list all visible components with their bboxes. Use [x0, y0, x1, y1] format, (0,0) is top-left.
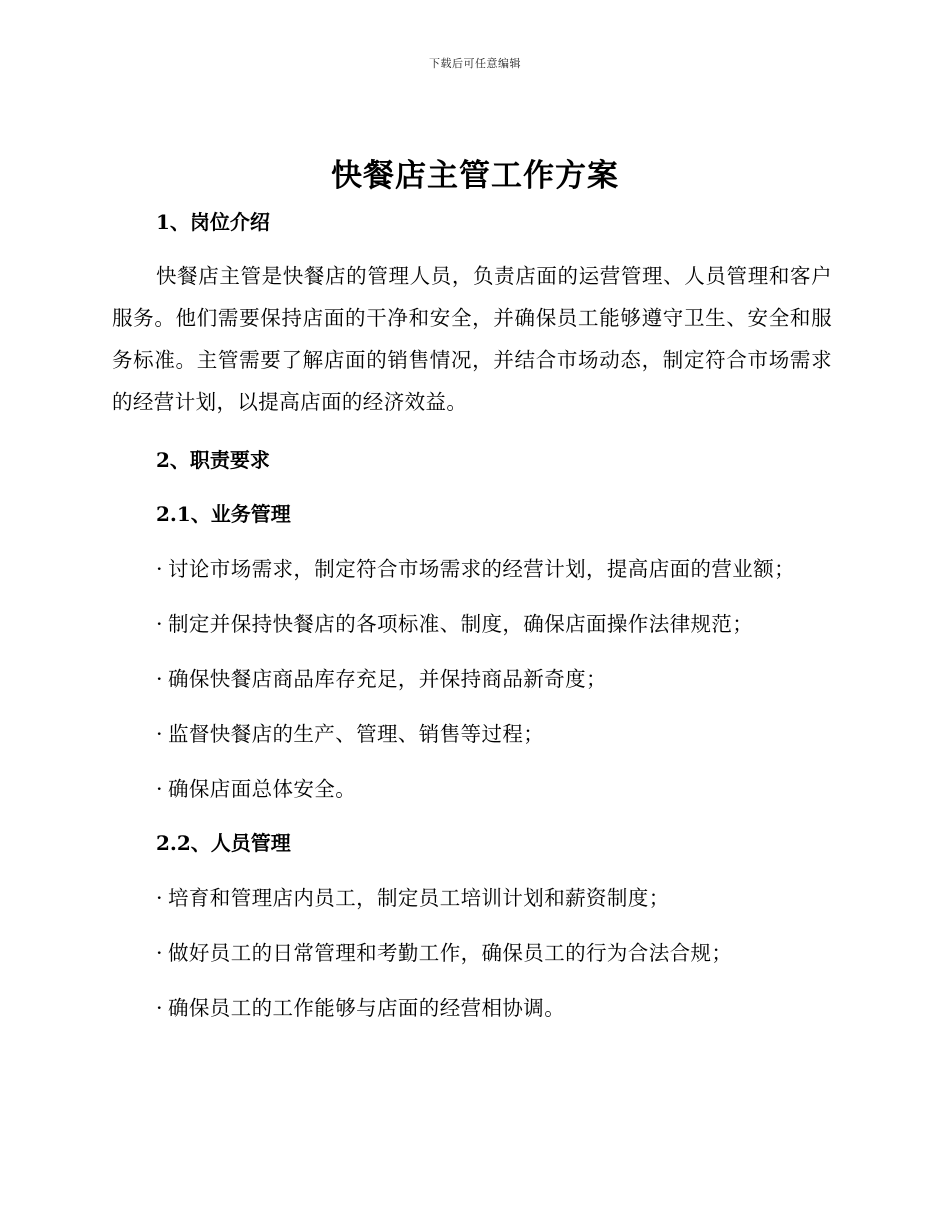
bullet-text: 讨论市场需求，制定符合市场需求的经营计划，提高店面的营业额； — [168, 557, 795, 581]
staff-bullet-item — [156, 881, 670, 911]
bullet-text: 监督快餐店的生产、管理、销售等过程； — [168, 722, 545, 746]
bullet-text: 确保快餐店商品库存充足，并保持商品新奇度； — [168, 667, 607, 691]
bullet-dot-icon: · — [156, 996, 163, 1020]
business-bullet-item — [156, 607, 753, 637]
bullet-dot-icon: · — [156, 612, 163, 636]
bullet-text: 确保员工的工作能够与店面的经营相协调。 — [168, 996, 566, 1020]
section-heading-position-intro: 1、岗位介绍 — [156, 210, 270, 234]
business-bullet-item — [156, 772, 356, 802]
staff-bullet-item — [156, 991, 565, 1021]
staff-bullet-item — [156, 936, 732, 966]
section-heading-staff-management: 2.2、人员管理 — [156, 831, 291, 855]
bullet-dot-icon: · — [156, 667, 163, 691]
page-header-note: 下载后可任意编辑 — [429, 57, 521, 70]
bullet-text: 确保店面总体安全。 — [168, 777, 357, 801]
business-bullet-item — [156, 717, 544, 747]
bullet-dot-icon: · — [156, 777, 163, 801]
bullet-text: 制定并保持快餐店的各项标准、制度，确保店面操作法律规范； — [168, 612, 754, 636]
bullet-text: 培育和管理店内员工，制定员工培训计划和薪资制度； — [168, 886, 670, 910]
business-bullet-item — [156, 662, 607, 692]
business-bullet-item — [156, 552, 795, 582]
document-title: 快餐店主管工作方案 — [331, 158, 619, 194]
bullet-text: 做好员工的日常管理和考勤工作，确保员工的行为合法合规； — [168, 941, 733, 965]
bullet-dot-icon: · — [156, 557, 163, 581]
position-intro-paragraph: 快餐店主管是快餐店的管理人员，负责店面的运营管理、人员管理和客户服务。他们需要保持店面的干净和安全，并确保员工能够遵守卫生、安全和服务标准。主管需要了解店面的销售情况，并结合市场动态，制定符合市场需求的经营计划，以提高店面的经济效益。 — [112, 264, 832, 414]
bullet-dot-icon: · — [156, 941, 163, 965]
section-heading-duties: 2、职责要求 — [156, 448, 270, 472]
bullet-dot-icon: · — [156, 722, 163, 746]
section-heading-business-management: 2.1、业务管理 — [156, 502, 291, 526]
bullet-dot-icon: · — [156, 886, 163, 910]
